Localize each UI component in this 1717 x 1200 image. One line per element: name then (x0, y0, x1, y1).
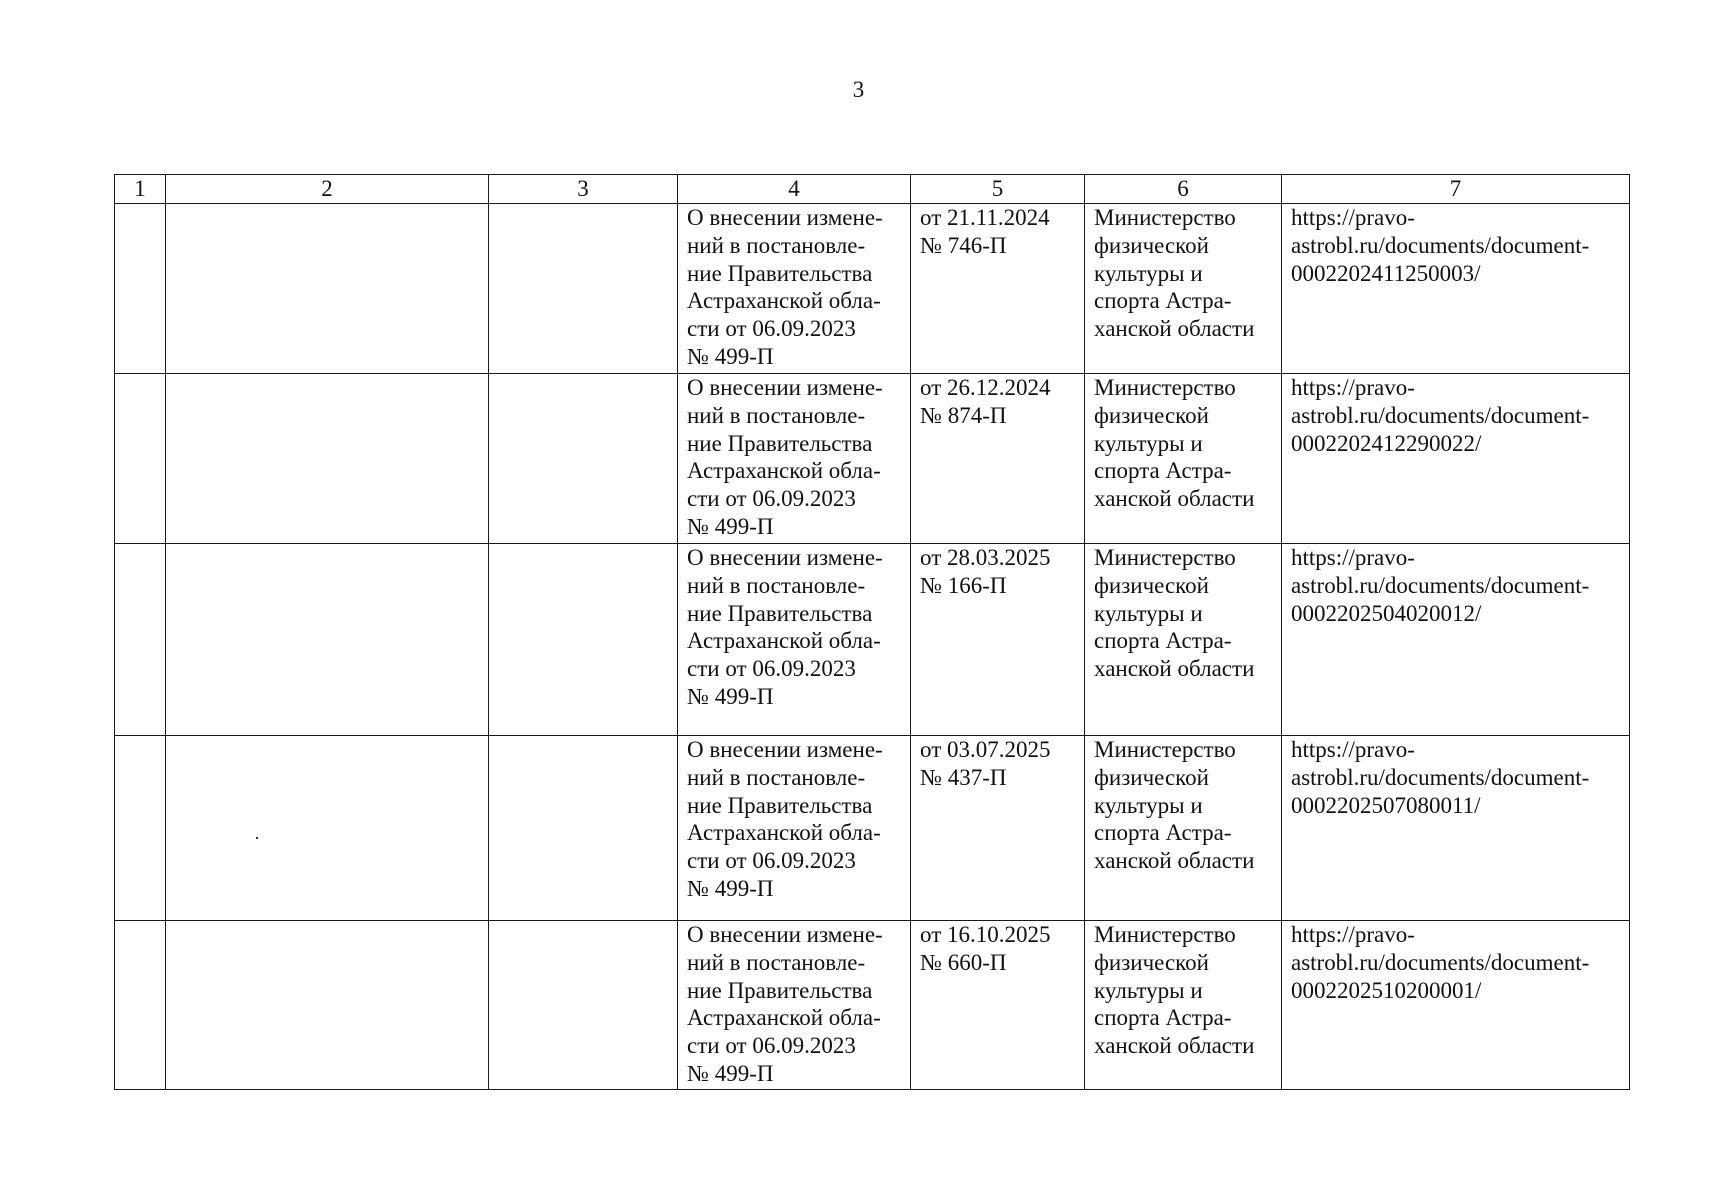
authority-cell-line: физической (1094, 949, 1209, 975)
date-number-cell-line: № 746-П (920, 232, 1007, 258)
authority-cell-line: культуры и (1094, 792, 1203, 818)
table-row (115, 544, 1630, 736)
authority-cell-line: культуры и (1094, 430, 1203, 456)
header-col-2: 2 (166, 175, 489, 204)
document-link-cell-line: https://pravo- (1291, 205, 1415, 230)
empty-cell (115, 736, 166, 921)
date-number-cell (911, 544, 1085, 736)
authority-cell-line: Министерство (1094, 922, 1236, 947)
authority-cell-line: Министерство (1094, 205, 1236, 230)
document-link-cell-line: 0002202412290022/ (1291, 430, 1482, 456)
date-number-cell (911, 204, 1085, 374)
date-number-cell (911, 921, 1085, 1090)
document-link-cell-line: https://pravo- (1291, 737, 1415, 762)
document-link-cell-line: https://pravo- (1291, 922, 1415, 947)
document-link-cell-line: 0002202507080011/ (1291, 792, 1481, 818)
table-row (115, 374, 1630, 544)
document-link-cell-line: https://pravo- (1291, 375, 1415, 400)
date-number-cell-line: от 21.11.2024 (920, 205, 1050, 230)
document-title-cell-line: Астраханской обла- (687, 820, 881, 846)
empty-cell (115, 921, 166, 1090)
document-link-cell-line: astrobl.ru/documents/document- (1291, 572, 1590, 598)
header-col-4: 4 (678, 175, 911, 204)
document-title-cell-line: ние Правительства (687, 600, 873, 626)
empty-cell (489, 921, 678, 1090)
header-col-7: 7 (1282, 175, 1630, 204)
authority-cell-line: Министерство (1094, 375, 1236, 400)
document-title-cell-line: № 499-П (687, 683, 774, 709)
document-link-cell-line: 0002202504020012/ (1291, 600, 1482, 626)
document-title-cell-line: ний в постановле- (687, 232, 866, 258)
date-number-cell-line: от 26.12.2024 (920, 375, 1051, 400)
document-title-cell-line: ний в постановле- (687, 949, 866, 975)
empty-cell (166, 544, 489, 736)
empty-cell (166, 921, 489, 1090)
table-row (115, 204, 1630, 374)
authority-cell (1085, 921, 1282, 1090)
empty-cell (115, 374, 166, 544)
authority-cell-line: культуры и (1094, 977, 1203, 1003)
document-title-cell-line: № 499-П (687, 875, 774, 901)
document-title-cell-line: ние Правительства (687, 977, 873, 1003)
header-col-6: 6 (1085, 175, 1282, 204)
document-link-cell-line: astrobl.ru/documents/document- (1291, 402, 1590, 428)
document-title-cell-line: сти от 06.09.2023 (687, 1033, 856, 1059)
authority-cell-line: физической (1094, 572, 1209, 598)
date-number-cell-line: от 16.10.2025 (920, 922, 1051, 947)
document-link-cell (1282, 921, 1630, 1090)
empty-cell (489, 374, 678, 544)
date-number-cell (911, 374, 1085, 544)
document-link-cell-line: 0002202510200001/ (1291, 977, 1482, 1003)
table-header (115, 175, 1630, 204)
date-number-cell-line: от 03.07.2025 (920, 737, 1051, 762)
authority-cell-line: спорта Астра- (1094, 820, 1232, 846)
authority-cell-line: спорта Астра- (1094, 628, 1232, 654)
table-row (115, 736, 1630, 921)
table-body (115, 204, 1630, 1090)
authority-cell-line: ханской области (1094, 1033, 1255, 1059)
document-title-cell-line: Астраханской обла- (687, 1005, 881, 1031)
header-col-3: 3 (489, 175, 678, 204)
date-number-cell-line: № 437-П (920, 764, 1007, 790)
document-title-cell-line: О внесении измене- (687, 375, 883, 400)
document-link-cell (1282, 204, 1630, 374)
document-title-cell-line: сти от 06.09.2023 (687, 316, 856, 342)
header-col-1: 1 (115, 175, 166, 204)
document-title-cell-line: О внесении измене- (687, 205, 883, 230)
authority-cell-line: культуры и (1094, 260, 1203, 286)
date-number-cell-line: № 660-П (920, 949, 1007, 975)
document-link-cell (1282, 544, 1630, 736)
header-col-5: 5 (911, 175, 1085, 204)
empty-cell (115, 544, 166, 736)
date-number-cell-line: № 166-П (920, 572, 1007, 598)
document-title-cell-line: Астраханской обла- (687, 288, 881, 314)
document-title-cell-line: ние Правительства (687, 792, 873, 818)
document-title-cell-line: № 499-П (687, 1060, 774, 1086)
date-number-cell-line: от 28.03.2025 (920, 545, 1051, 570)
authority-cell-line: физической (1094, 764, 1209, 790)
document-title-cell-line: ний в постановле- (687, 402, 866, 428)
document-title-cell (678, 204, 911, 374)
authority-cell-line: ханской области (1094, 656, 1255, 682)
document-title-cell-line: Астраханской обла- (687, 628, 881, 654)
empty-cell (166, 736, 489, 921)
document-title-cell-line: ний в постановле- (687, 572, 866, 598)
authority-cell-line: физической (1094, 232, 1209, 258)
document-title-cell (678, 544, 911, 736)
document-title-cell-line: О внесении измене- (687, 545, 883, 570)
page-number: 3 (852, 77, 865, 102)
empty-cell (489, 204, 678, 374)
authority-cell-line: культуры и (1094, 600, 1203, 626)
document-title-cell (678, 736, 911, 921)
authority-cell (1085, 544, 1282, 736)
empty-cell (489, 736, 678, 921)
scan-speck (256, 837, 258, 839)
empty-cell (489, 544, 678, 736)
document-link-cell-line: astrobl.ru/documents/document- (1291, 949, 1590, 975)
table-row (115, 921, 1630, 1090)
authority-cell-line: ханской области (1094, 316, 1255, 342)
document-link-cell-line: 0002202411250003/ (1291, 260, 1481, 286)
authority-cell (1085, 736, 1282, 921)
document-title-cell-line: ние Правительства (687, 260, 873, 286)
document-title-cell-line: ние Правительства (687, 430, 873, 456)
document-link-cell-line: https://pravo- (1291, 545, 1415, 570)
authority-cell-line: спорта Астра- (1094, 1005, 1232, 1031)
document-title-cell-line: сти от 06.09.2023 (687, 848, 856, 874)
document-link-cell (1282, 736, 1630, 921)
document-title-cell (678, 921, 911, 1090)
authority-cell-line: физической (1094, 402, 1209, 428)
legal-acts-table (114, 174, 1630, 1090)
date-number-cell-line: № 874-П (920, 402, 1007, 428)
empty-cell (166, 204, 489, 374)
empty-cell (115, 204, 166, 374)
authority-cell (1085, 374, 1282, 544)
authority-cell-line: спорта Астра- (1094, 458, 1232, 484)
document-title-cell-line: Астраханской обла- (687, 458, 881, 484)
authority-cell-line: Министерство (1094, 737, 1236, 762)
authority-cell-line: ханской области (1094, 486, 1255, 512)
document-title-cell-line: О внесении измене- (687, 737, 883, 762)
document-title-cell (678, 374, 911, 544)
authority-cell-line: Министерство (1094, 545, 1236, 570)
empty-cell (166, 374, 489, 544)
document-link-cell-line: astrobl.ru/documents/document- (1291, 232, 1590, 258)
document-title-cell-line: О внесении измене- (687, 922, 883, 947)
document-link-cell-line: astrobl.ru/documents/document- (1291, 764, 1590, 790)
document-title-cell-line: сти от 06.09.2023 (687, 486, 856, 512)
authority-cell (1085, 204, 1282, 374)
date-number-cell (911, 736, 1085, 921)
document-title-cell-line: № 499-П (687, 513, 774, 539)
authority-cell-line: спорта Астра- (1094, 288, 1232, 314)
document-title-cell-line: № 499-П (687, 343, 774, 369)
document-title-cell-line: сти от 06.09.2023 (687, 656, 856, 682)
document-title-cell-line: ний в постановле- (687, 764, 866, 790)
authority-cell-line: ханской области (1094, 848, 1255, 874)
document-link-cell (1282, 374, 1630, 544)
header-row (115, 175, 1630, 204)
